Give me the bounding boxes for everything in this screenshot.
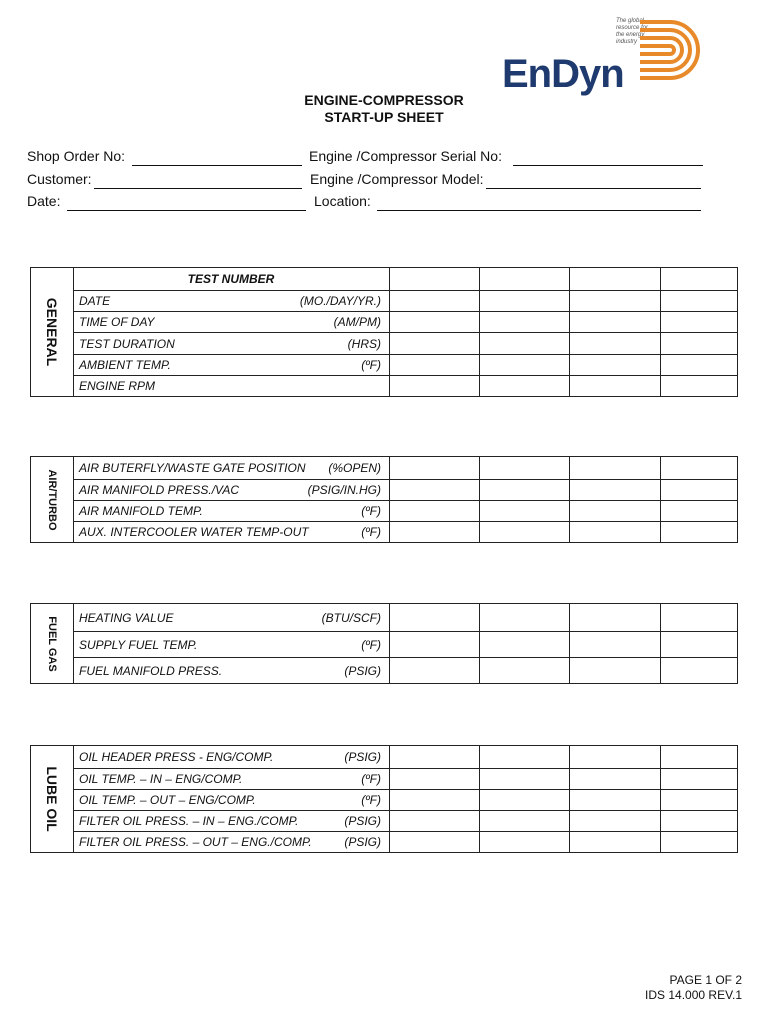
customer-label: Customer:: [27, 171, 92, 187]
row-label: ENGINE RPM: [79, 379, 156, 393]
row-label: FILTER OIL PRESS. – IN – ENG./COMP.: [79, 814, 299, 828]
table-cell[interactable]: [389, 746, 480, 768]
row-description: [73, 480, 390, 500]
table-row: [73, 457, 737, 479]
table-cell[interactable]: [570, 268, 661, 290]
table-cell[interactable]: [389, 658, 480, 683]
row-description: [73, 811, 390, 831]
table-cell[interactable]: [480, 355, 570, 375]
form-title-line2: START-UP SHEET: [324, 109, 444, 125]
date-label: Date:: [27, 193, 61, 209]
row-label: OIL TEMP. – IN – ENG/COMP.: [79, 772, 243, 786]
test-number-row: [73, 268, 737, 290]
table-cell[interactable]: [570, 790, 661, 810]
table-cell[interactable]: [661, 522, 739, 542]
fuel-gas-side-label: FUEL GAS: [46, 615, 58, 672]
row-label: AUX. INTERCOOLER WATER TEMP-OUT: [79, 525, 309, 539]
table-cell[interactable]: [480, 376, 570, 396]
endyn-logo: [500, 14, 710, 94]
table-cell[interactable]: [389, 376, 480, 396]
table-cell[interactable]: [661, 811, 739, 831]
row-label: DATE: [79, 294, 111, 308]
table-cell[interactable]: [389, 457, 480, 479]
table-cell[interactable]: [389, 333, 480, 354]
table-row: [73, 290, 737, 311]
row-label: AIR BUTERFLY/WASTE GATE POSITION: [79, 461, 306, 475]
table-cell[interactable]: [661, 604, 739, 631]
table-cell[interactable]: [570, 522, 661, 542]
row-label: OIL TEMP. – OUT – ENG/COMP.: [79, 793, 256, 807]
tagline-line: The global: [616, 18, 645, 24]
date-field[interactable]: [27, 193, 306, 211]
table-row: [73, 332, 737, 354]
table-cell[interactable]: [480, 746, 570, 768]
table-row: [73, 375, 737, 396]
table-cell[interactable]: [570, 457, 661, 479]
row-unit: (PSIG/IN.HG): [307, 483, 381, 497]
row-label: AMBIENT TEMP.: [79, 358, 171, 372]
table-cell[interactable]: [480, 790, 570, 810]
table-cell[interactable]: [661, 376, 739, 396]
table-cell[interactable]: [389, 355, 480, 375]
row-description: [73, 632, 390, 657]
table-cell[interactable]: [480, 832, 570, 852]
table-row: [73, 631, 737, 657]
row-unit: (ºF): [361, 772, 381, 786]
table-cell[interactable]: [661, 832, 739, 852]
logo-wordmark: EnDyn: [502, 52, 624, 96]
row-description: [73, 355, 390, 375]
row-description: [73, 658, 390, 683]
table-cell[interactable]: [661, 268, 739, 290]
table-row: [73, 479, 737, 500]
row-description: [73, 832, 390, 852]
table-cell[interactable]: [661, 501, 739, 521]
logo-swoosh-icon: [640, 16, 706, 86]
table-cell[interactable]: [389, 632, 480, 657]
row-unit: (PSIG): [344, 814, 381, 828]
table-cell[interactable]: [480, 501, 570, 521]
table-cell[interactable]: [570, 604, 661, 631]
general-section: [30, 267, 738, 397]
table-cell[interactable]: [480, 811, 570, 831]
table-row: [73, 500, 737, 521]
tagline-line: resource for: [616, 25, 649, 31]
table-row: [73, 746, 737, 768]
table-row: [73, 521, 737, 542]
row-description: [73, 333, 390, 354]
shop-order-line[interactable]: [132, 164, 302, 166]
row-label: FUEL MANIFOLD PRESS.: [79, 663, 223, 678]
general-side-label: GENERAL: [44, 297, 60, 367]
row-unit: (ºF): [361, 793, 381, 807]
row-label: AIR MANIFOLD PRESS./VAC: [79, 483, 240, 497]
table-cell[interactable]: [661, 632, 739, 657]
row-description: [73, 604, 390, 631]
row-label: SUPPLY FUEL TEMP.: [79, 637, 198, 652]
row-description: [73, 769, 390, 789]
row-unit: (ºF): [361, 504, 381, 518]
lube-oil-side-label: LUBE OIL: [44, 766, 60, 832]
row-label: OIL HEADER PRESS - ENG/COMP.: [79, 750, 274, 764]
row-label: FILTER OIL PRESS. – OUT – ENG./COMP.: [79, 835, 312, 849]
row-description: [73, 457, 390, 479]
table-row: [73, 831, 737, 852]
row-label: HEATING VALUE: [79, 610, 174, 625]
lube-oil-side: [31, 746, 74, 852]
table-cell[interactable]: [570, 632, 661, 657]
table-cell[interactable]: [480, 480, 570, 500]
shop-order-field[interactable]: [27, 148, 302, 166]
table-cell[interactable]: [480, 333, 570, 354]
model-line[interactable]: [486, 187, 701, 189]
table-cell[interactable]: [661, 333, 739, 354]
row-description: [73, 312, 390, 332]
row-unit: (%OPEN): [328, 461, 381, 475]
form-title-line1: ENGINE-COMPRESSOR: [304, 92, 464, 108]
table-cell[interactable]: [480, 312, 570, 332]
serial-no-field[interactable]: [309, 148, 703, 166]
tagline-line: industry: [616, 39, 638, 45]
table-cell[interactable]: [389, 811, 480, 831]
row-description: [73, 746, 390, 768]
model-label: Engine /Compressor Model:: [310, 171, 484, 187]
table-row: [73, 311, 737, 332]
shop-order-label: Shop Order No:: [27, 148, 126, 164]
table-cell[interactable]: [570, 501, 661, 521]
table-cell[interactable]: [661, 769, 739, 789]
table-cell[interactable]: [389, 480, 480, 500]
document-revision: IDS 14.000 REV.1: [645, 988, 742, 1002]
row-unit: (MO./DAY/YR.): [299, 294, 381, 308]
row-label: TIME OF DAY: [79, 315, 155, 329]
location-label: Location:: [314, 193, 371, 209]
row-unit: (BTU/SCF): [321, 610, 381, 625]
table-cell[interactable]: [389, 604, 480, 631]
table-cell[interactable]: [570, 832, 661, 852]
table-cell[interactable]: [480, 457, 570, 479]
table-cell[interactable]: [661, 291, 739, 311]
table-cell[interactable]: [389, 832, 480, 852]
table-cell[interactable]: [570, 355, 661, 375]
row-unit: (PSIG): [344, 835, 381, 849]
tagline-line: the energy: [616, 32, 645, 38]
serial-no-label: Engine /Compressor Serial No:: [309, 148, 502, 164]
table-row: [73, 604, 737, 631]
table-row: [73, 768, 737, 789]
table-cell[interactable]: [570, 769, 661, 789]
row-description: [73, 376, 390, 396]
customer-line[interactable]: [94, 187, 302, 189]
table-cell[interactable]: [480, 268, 570, 290]
air-turbo-section: [30, 456, 738, 543]
serial-no-line[interactable]: [513, 164, 703, 166]
general-side: [31, 268, 74, 396]
location-field[interactable]: [314, 193, 701, 211]
table-cell[interactable]: [570, 480, 661, 500]
table-row: [73, 810, 737, 831]
table-row: [73, 789, 737, 810]
table-cell[interactable]: [480, 632, 570, 657]
table-cell[interactable]: [480, 769, 570, 789]
test-number-header: [73, 268, 390, 290]
table-cell[interactable]: [661, 790, 739, 810]
customer-field[interactable]: [27, 171, 302, 189]
table-cell[interactable]: [570, 376, 661, 396]
table-cell[interactable]: [570, 746, 661, 768]
table-cell[interactable]: [389, 312, 480, 332]
page-number: PAGE 1 OF 2: [669, 973, 742, 987]
table-cell[interactable]: [389, 790, 480, 810]
table-cell[interactable]: [570, 811, 661, 831]
row-unit: (HRS): [347, 336, 381, 351]
row-description: [73, 790, 390, 810]
row-unit: (ºF): [361, 358, 381, 372]
table-cell[interactable]: [480, 658, 570, 683]
row-label: TEST DURATION: [79, 336, 175, 351]
table-cell[interactable]: [480, 522, 570, 542]
table-cell[interactable]: [661, 312, 739, 332]
test-number-label: TEST NUMBER: [187, 272, 275, 286]
row-unit: (ºF): [361, 637, 381, 652]
table-cell[interactable]: [389, 769, 480, 789]
table-cell[interactable]: [661, 480, 739, 500]
row-label: AIR MANIFOLD TEMP.: [79, 504, 203, 518]
table-cell[interactable]: [389, 501, 480, 521]
table-cell[interactable]: [570, 333, 661, 354]
row-unit: (PSIG): [344, 663, 381, 678]
row-unit: (PSIG): [344, 750, 381, 764]
table-cell[interactable]: [570, 291, 661, 311]
row-description: [73, 501, 390, 521]
table-cell[interactable]: [389, 522, 480, 542]
date-line[interactable]: [67, 209, 306, 211]
table-cell[interactable]: [389, 268, 480, 290]
table-row: [73, 657, 737, 683]
table-cell[interactable]: [480, 291, 570, 311]
table-cell[interactable]: [661, 457, 739, 479]
fuel-gas-side: [31, 604, 74, 683]
table-cell[interactable]: [389, 291, 480, 311]
table-cell[interactable]: [661, 746, 739, 768]
row-unit: (AM/PM): [333, 315, 381, 329]
table-row: [73, 354, 737, 375]
air-turbo-side-label: AIR/TURBO: [46, 468, 58, 531]
lube-oil-section: [30, 745, 738, 853]
model-field[interactable]: [310, 171, 701, 189]
row-description: [73, 291, 390, 311]
table-cell[interactable]: [570, 312, 661, 332]
table-cell[interactable]: [661, 355, 739, 375]
row-unit: (ºF): [361, 525, 381, 539]
air-turbo-side: [31, 457, 74, 542]
fuel-gas-section: [30, 603, 738, 684]
row-description: [73, 522, 390, 542]
table-cell[interactable]: [480, 604, 570, 631]
location-line[interactable]: [377, 209, 701, 211]
table-cell[interactable]: [570, 658, 661, 683]
table-cell[interactable]: [661, 658, 739, 683]
